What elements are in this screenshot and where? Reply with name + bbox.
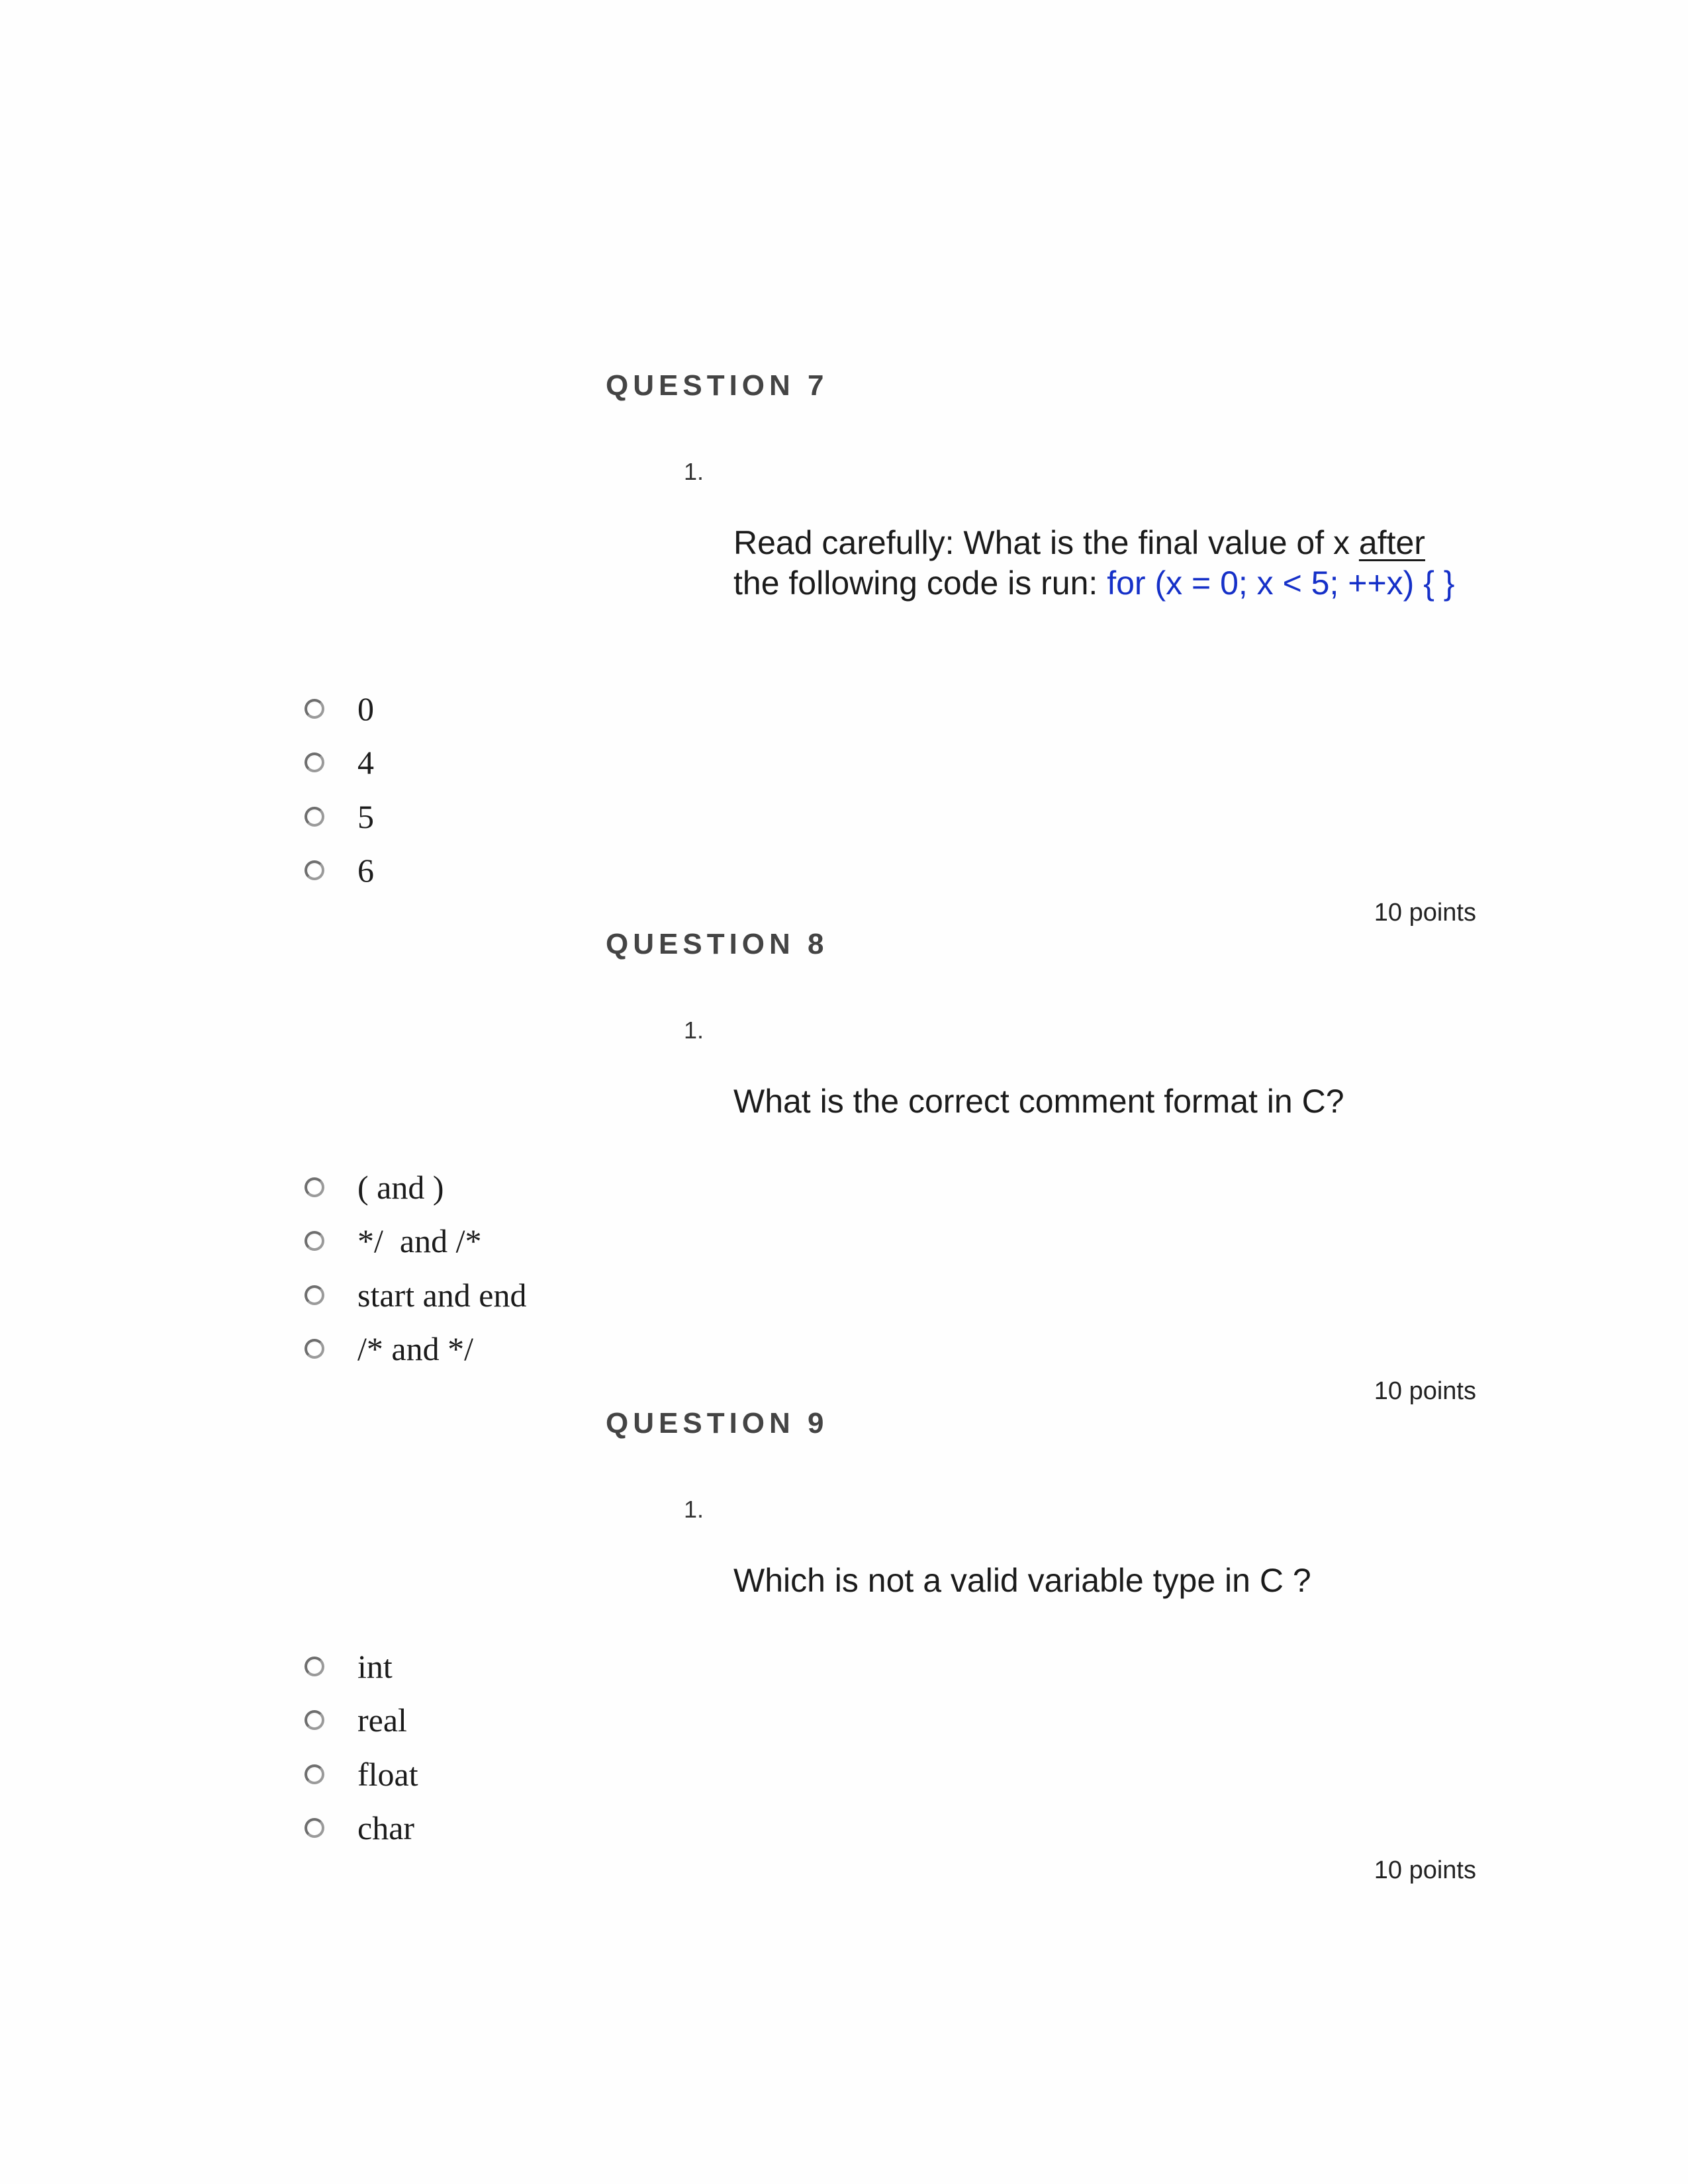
question-9-title: QUESTION 9: [606, 1407, 829, 1439]
question-7-option[interactable]: [305, 790, 374, 844]
question-7-option[interactable]: [305, 844, 374, 898]
question-7-title: QUESTION 7: [606, 369, 829, 402]
radio-button-icon[interactable]: [305, 699, 324, 719]
question-7-code: for (x = 0; x < 5; ++x) { }: [1107, 565, 1455, 602]
radio-button-icon[interactable]: [305, 1285, 324, 1305]
option-label: int: [357, 1647, 393, 1685]
radio-button-icon[interactable]: [305, 1339, 324, 1359]
question-9-options: [305, 1639, 418, 1855]
question-8-title: QUESTION 8: [606, 928, 829, 960]
question-7-option[interactable]: [305, 736, 374, 790]
option-label: ( and ): [357, 1168, 444, 1206]
question-9-text: Which is not a valid variable type in C ?: [733, 1562, 1311, 1599]
option-label: real: [357, 1702, 407, 1739]
question-8-text: What is the correct comment format in C?: [733, 1083, 1344, 1120]
radio-button-icon[interactable]: [305, 1657, 324, 1676]
question-9-option[interactable]: [305, 1801, 418, 1856]
option-label: start and end: [357, 1276, 527, 1314]
option-label: 5: [357, 797, 374, 835]
option-label: 6: [357, 852, 374, 889]
option-label: /* and */: [357, 1330, 473, 1368]
option-label: */ and /*: [357, 1222, 482, 1260]
question-9-option[interactable]: [305, 1694, 418, 1748]
radio-button-icon[interactable]: [305, 1177, 324, 1197]
option-label: float: [357, 1755, 418, 1793]
option-label: 4: [357, 744, 374, 782]
question-8-option[interactable]: [305, 1322, 526, 1377]
question-7-text-emphasis: after: [1358, 524, 1425, 561]
question-9-item-number: 1.: [684, 1496, 704, 1523]
question-8-options: [305, 1160, 526, 1376]
option-label: char: [357, 1809, 415, 1847]
question-7-item-number: 1.: [684, 458, 704, 485]
question-7-option[interactable]: [305, 682, 374, 736]
radio-button-icon[interactable]: [305, 1710, 324, 1730]
option-label: 0: [357, 690, 374, 727]
question-8-option[interactable]: [305, 1160, 526, 1214]
radio-button-icon[interactable]: [305, 752, 324, 772]
question-8-item-number: 1.: [684, 1017, 704, 1044]
question-7-points: 10 points: [1374, 899, 1476, 927]
question-7-text: [733, 523, 1462, 604]
radio-button-icon[interactable]: [305, 860, 324, 880]
question-9-option[interactable]: [305, 1639, 418, 1694]
question-7-text-middle: the following code is run:: [733, 565, 1107, 602]
question-9-points: 10 points: [1374, 1856, 1476, 1884]
question-7-options: [305, 682, 374, 897]
question-8-option[interactable]: [305, 1268, 526, 1322]
question-9-option[interactable]: [305, 1747, 418, 1801]
radio-button-icon[interactable]: [305, 1818, 324, 1838]
question-8-option[interactable]: [305, 1214, 526, 1269]
question-8-points: 10 points: [1374, 1377, 1476, 1405]
question-7-text-intro: Read carefully: What is the final value of x: [733, 524, 1359, 561]
radio-button-icon[interactable]: [305, 1231, 324, 1251]
radio-button-icon[interactable]: [305, 1764, 324, 1784]
radio-button-icon[interactable]: [305, 807, 324, 827]
